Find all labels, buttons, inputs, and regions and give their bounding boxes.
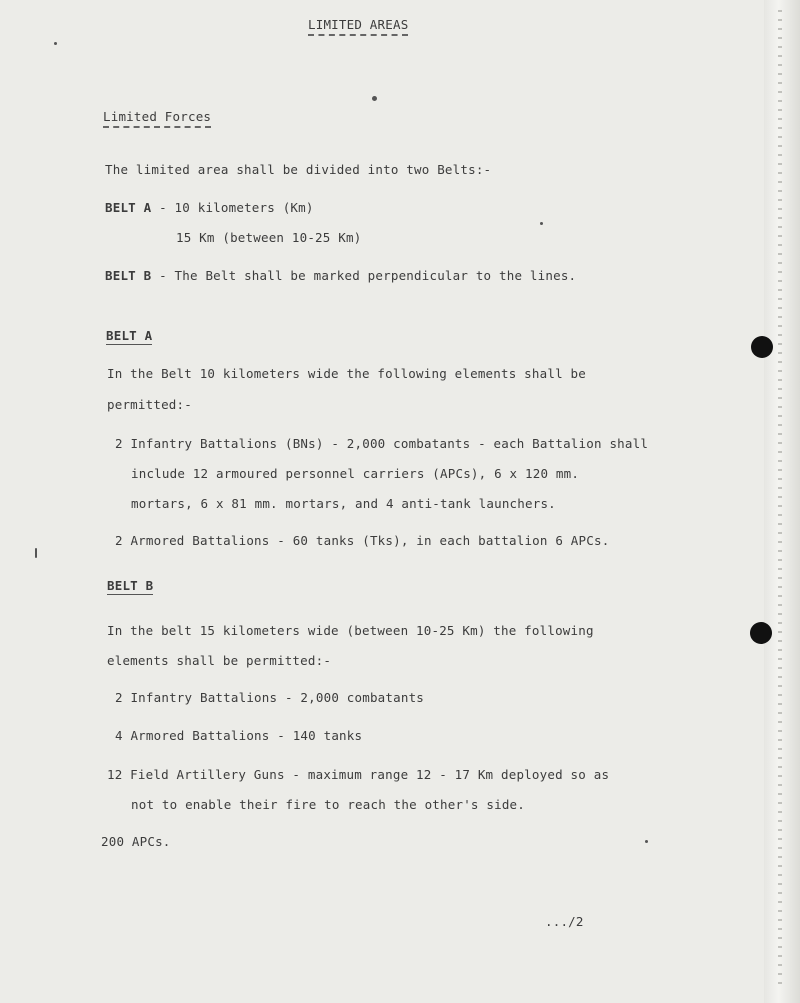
belt-b-paragraph-line: elements shall be permitted:- bbox=[107, 653, 332, 668]
belt-b-item-artillery: 12 Field Artillery Guns - maximum range 12 - 17 Km deployed so as bbox=[107, 767, 610, 782]
section-heading-limited-forces: Limited Forces bbox=[103, 109, 211, 128]
belt-a-definition bbox=[105, 200, 314, 215]
belt-a-item-infantry-cont: include 12 armoured personnel carriers (APCs), 6 x 120 mm. bbox=[131, 466, 580, 481]
belt-a-item-infantry-cont: mortars, 6 x 81 mm. mortars, and 4 anti-tank launchers. bbox=[131, 496, 556, 511]
page-title: LIMITED AREAS bbox=[308, 17, 408, 36]
belt-a-paragraph-line: permitted:- bbox=[107, 397, 192, 412]
punch-hole-top bbox=[751, 336, 773, 358]
belt-a-definition-text: - 10 kilometers (Km) bbox=[151, 200, 314, 215]
page-continuation-marker: .../2 bbox=[545, 914, 584, 929]
belt-a-heading: BELT A bbox=[106, 328, 153, 343]
scan-speck bbox=[54, 42, 57, 45]
intro-text: The limited area shall be divided into two Belts:- bbox=[105, 162, 492, 177]
scan-speck bbox=[645, 840, 648, 843]
page-edge bbox=[764, 0, 800, 1003]
belt-a-item-infantry: 2 Infantry Battalions (BNs) - 2,000 combatants - each Battalion shall bbox=[115, 436, 649, 451]
belt-b-definition-label: BELT B bbox=[105, 268, 152, 283]
belt-b-item-armored: 4 Armored Battalions - 140 tanks bbox=[115, 728, 363, 743]
belt-b-paragraph-line: In the belt 15 kilometers wide (between 10-25 Km) the following bbox=[107, 623, 594, 638]
belt-b-item-apcs: 200 APCs. bbox=[101, 834, 171, 849]
belt-b-item-infantry: 2 Infantry Battalions - 2,000 combatants bbox=[115, 690, 425, 705]
belt-b-item-artillery-cont: not to enable their fire to reach the other's side. bbox=[131, 797, 526, 812]
belt-a-item-armored: 2 Armored Battalions - 60 tanks (Tks), in each battalion 6 APCs. bbox=[115, 533, 610, 548]
belt-b-heading: BELT B bbox=[107, 578, 154, 593]
belt-a-paragraph-line: In the Belt 10 kilometers wide the following elements shall be bbox=[107, 366, 586, 381]
scan-speck bbox=[35, 548, 37, 558]
belt-b-definition bbox=[105, 268, 576, 283]
scan-speck bbox=[372, 96, 377, 101]
page-edge-speckle bbox=[778, 10, 782, 990]
belt-a-definition-range: 15 Km (between 10-25 Km) bbox=[176, 230, 362, 245]
belt-b-definition-text: - The Belt shall be marked perpendicular to the lines. bbox=[151, 268, 577, 283]
scan-speck bbox=[540, 222, 543, 225]
belt-a-definition-label: BELT A bbox=[105, 200, 152, 215]
punch-hole-bottom bbox=[750, 622, 772, 644]
